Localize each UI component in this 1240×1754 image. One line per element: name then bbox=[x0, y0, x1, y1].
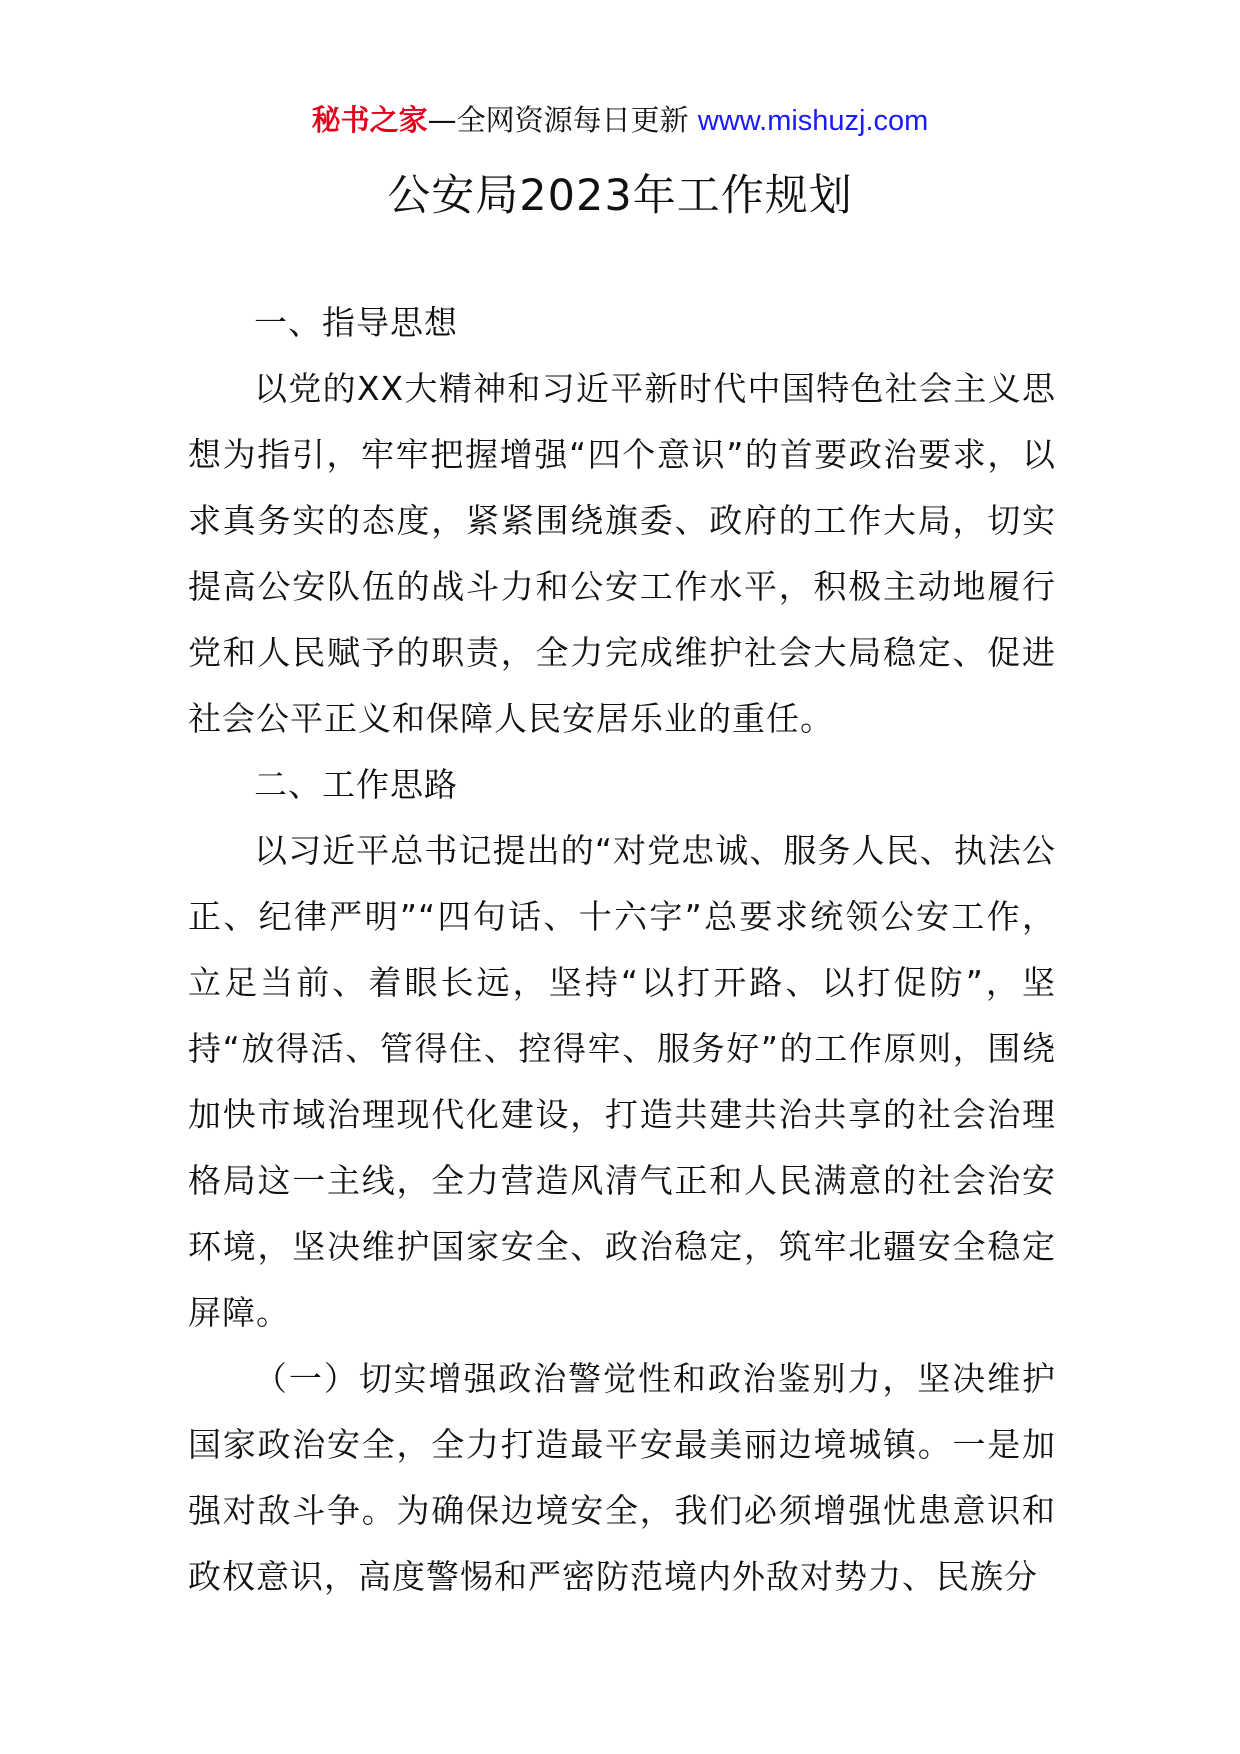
paragraph-guiding-ideology: 以党的XX大精神和习近平新时代中国特色社会主义思想为指引，牢牢把握增强“四个意识”的首要政治要求，以求真务实的态度，紧紧围绕旗委、政府的工作大局，切实提高公安队伍的战斗力和公安工作水平，积极主动地履行党和人民赋予的职责，全力完成维护社会大局稳定、促进社会公平正义和保障人民安居乐业的重任。 bbox=[188, 369, 1056, 738]
document-title: 公安局2023年工作规划 bbox=[387, 171, 853, 221]
brand-name: 秘书之家 bbox=[311, 103, 428, 137]
paragraph-subsection-one: （一）切实增强政治警觉性和政治鉴别力，坚决维护国家政治安全，全力打造最平安最美丽边境城镇。一是加强对敌斗争。为确保边境安全，我们必须增强忧患意识和政权意识，高度警惕和严密防范境内外敌对势力、民族分 bbox=[188, 1359, 1056, 1596]
site-header bbox=[0, 100, 1240, 141]
paragraph-work-approach: 以习近平总书记提出的“对党忠诚、服务人民、执法公正、纪律严明”“四句话、十六字”总要求统领公安工作，立足当前、着眼长远，坚持“以打开路、以打促防”，坚持“放得活、管得住、控得牢、服务好”的工作原则，围绕加快市域治理现代化建设，打造共建共治共享的社会治理格局这一主线，全力营造风清气正和人民满意的社会治安环境，坚决维护国家安全、政治稳定，筑牢北疆安全稳定屏障。 bbox=[188, 831, 1056, 1332]
section-heading-guiding-ideology: 一、指导思想 bbox=[254, 303, 458, 342]
site-url-link[interactable]: www.mishuzj.com bbox=[697, 105, 929, 137]
header-tagline: —全网资源每日更新 bbox=[427, 103, 689, 137]
document-body bbox=[188, 290, 1056, 1610]
section-heading-work-approach: 二、工作思路 bbox=[254, 765, 458, 804]
